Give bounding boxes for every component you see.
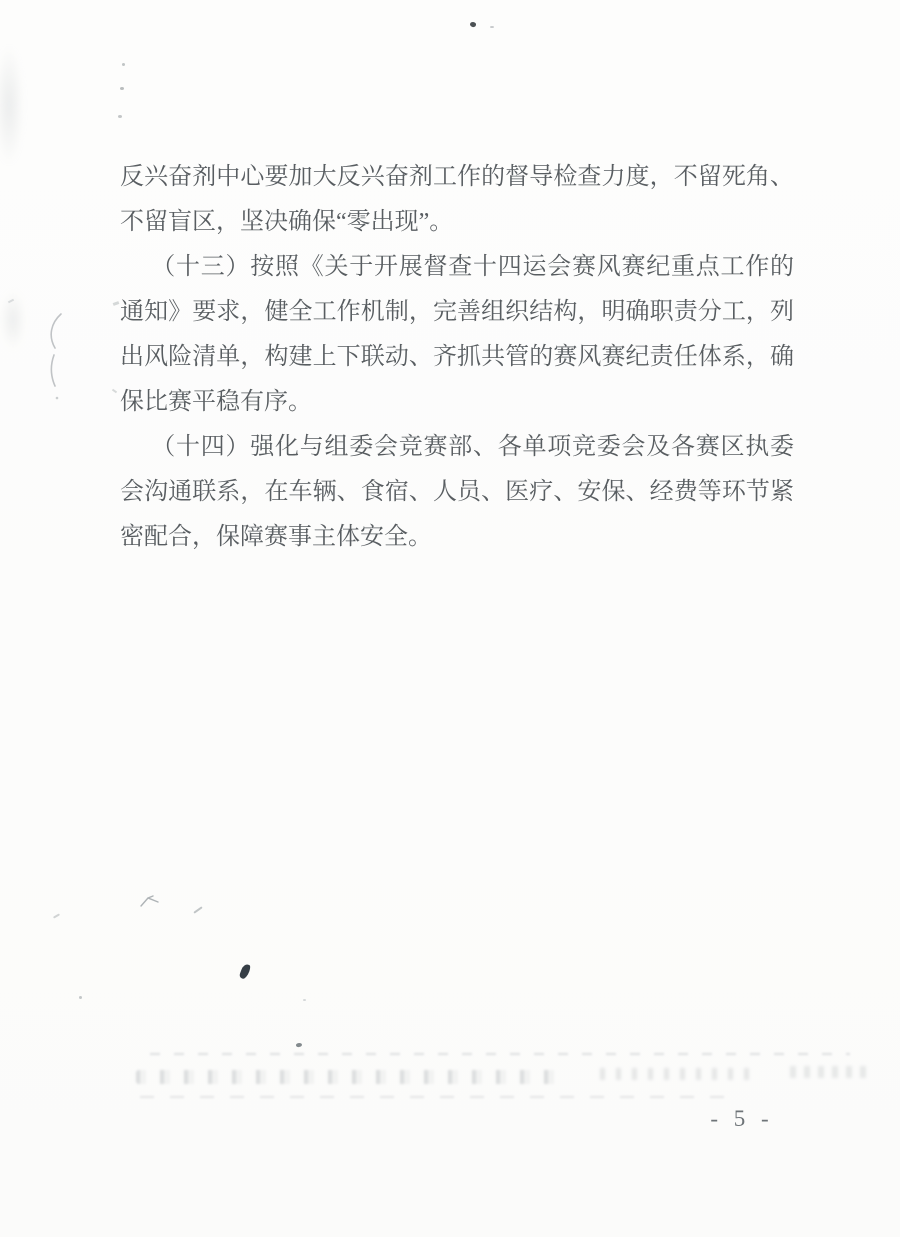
text-line: 会沟通联系，在车辆、食宿、人员、医疗、安保、经费等环节紧 [120,479,794,505]
paragraph-item-13 [120,245,794,425]
ink-blot [239,963,252,980]
text-line: 不留盲区，坚决确保“零出现”。 [120,209,454,235]
paragraph-continuation [120,155,794,245]
bleed-through-text [790,1066,870,1078]
ink-speck [113,301,120,306]
paragraph-item-14 [120,425,794,560]
bleed-through-text [600,1068,760,1080]
text-line: 通知》要求，健全工作机制，完善组织结构，明确职责分工，列 [120,299,794,325]
scan-scratch [53,913,60,918]
ink-speck [296,1042,303,1047]
bleed-through-text [140,1096,740,1098]
scan-scratch [193,906,202,913]
ink-speck [118,115,122,118]
scan-scratch [140,895,162,909]
text-line: 保比赛平稳有序。 [120,389,312,415]
scan-smudge [0,45,24,165]
text-line: （十四）强化与组委会竞赛部、各单项竞委会及各赛区执委 [151,434,794,460]
scan-squiggle [44,310,68,406]
scan-smudge [0,290,26,350]
text-line: 反兴奋剂中心要加大反兴奋剂工作的督导检查力度，不留死角、 [120,164,794,190]
text-line: 出风险清单，构建上下联动、齐抓共管的赛风赛纪责任体系，确 [120,344,794,370]
ink-speck [490,26,494,28]
ink-speck [303,999,306,1001]
ink-speck [8,299,14,304]
ink-speck [122,63,125,66]
ink-speck [112,389,117,394]
text-line: 密配合，保障赛事主体安全。 [120,524,432,550]
ink-speck [79,996,82,999]
text-line: （十三）按照《关于开展督查十四运会赛风赛纪重点工作的 [151,254,794,280]
bleed-through-text [150,1053,850,1055]
page-number: - 5 - [710,1106,774,1131]
bleed-through-text [136,1070,556,1084]
ink-speck [120,87,124,90]
ink-speck [469,21,476,27]
document-body [120,155,794,560]
